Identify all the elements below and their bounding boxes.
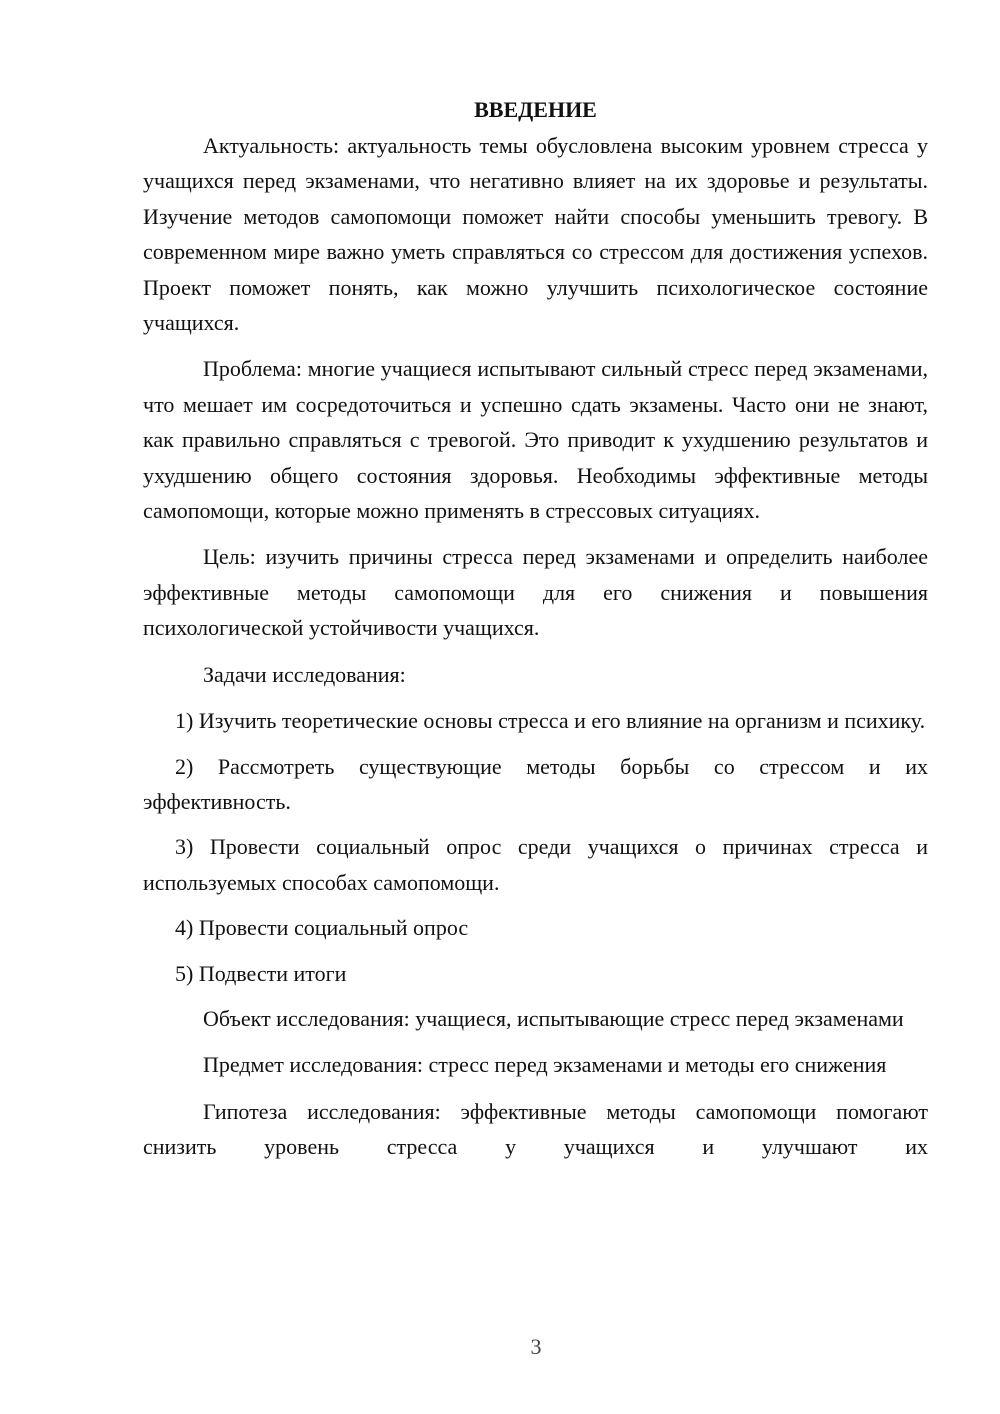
paragraph-subject: Предмет исследования: стресс перед экзаменами и методы его снижения — [203, 1052, 887, 1078]
task-item-3: 3) Провести социальный опрос среди учащихся о причинах стресса и используемых способах самопомощи. — [143, 834, 928, 895]
page-number: 3 — [530, 1334, 542, 1359]
page-title: ВВЕДЕНИЕ — [474, 97, 597, 122]
task-item-1: 1) Изучить теоретические основы стресса и его влияние на организм и психику. — [175, 708, 926, 734]
paragraph-problem: Проблема: многие учащиеся испытывают сильный стресс перед экзаменами, что мешает им сосредоточиться и успешно сдать экзамены. Часто они не знают, как правильно справляться с тревогой. Это приводит к ухудшению результатов и ухудшению общего состояния здоровья. Необходимы эффективные методы самопомощи, которые можно применять в стрессовых ситуациях. — [143, 356, 928, 524]
paragraph-goal: Цель: изучить причины стресса перед экзаменами и определить наиболее эффективные методы самопомощи для его снижения и повышения психологической устойчивости учащихся. — [143, 544, 928, 641]
task-item-4: 4) Провести социальный опрос — [175, 915, 469, 941]
paragraph-relevance: Актуальность: актуальность темы обусловлена высоким уровнем стресса у учащихся перед экзаменами, что негативно влияет на их здоровье и результаты. Изучение методов самопомощи поможет найти способы уменьшить тревогу. В современном мире важно уметь справляться со стрессом для достижения успехов. Проект поможет понять, как можно улучшить психологическое состояние учащихся. — [143, 133, 928, 336]
paragraph-object: Объект исследования: учащиеся, испытывающие стресс перед экзаменами — [203, 1005, 904, 1031]
task-item-5: 5) Подвести итоги — [175, 960, 347, 986]
tasks-title: Задачи исследования: — [203, 661, 406, 687]
document-page — [143, 92, 928, 1176]
paragraph-hypothesis: Гипотеза исследования: эффективные методы самопомощи помогают снизить уровень стресса у учащихся и улучшают их — [143, 1098, 928, 1160]
task-item-2: 2) Рассмотреть существующие методы борьбы со стрессом и их эффективность. — [143, 753, 928, 814]
